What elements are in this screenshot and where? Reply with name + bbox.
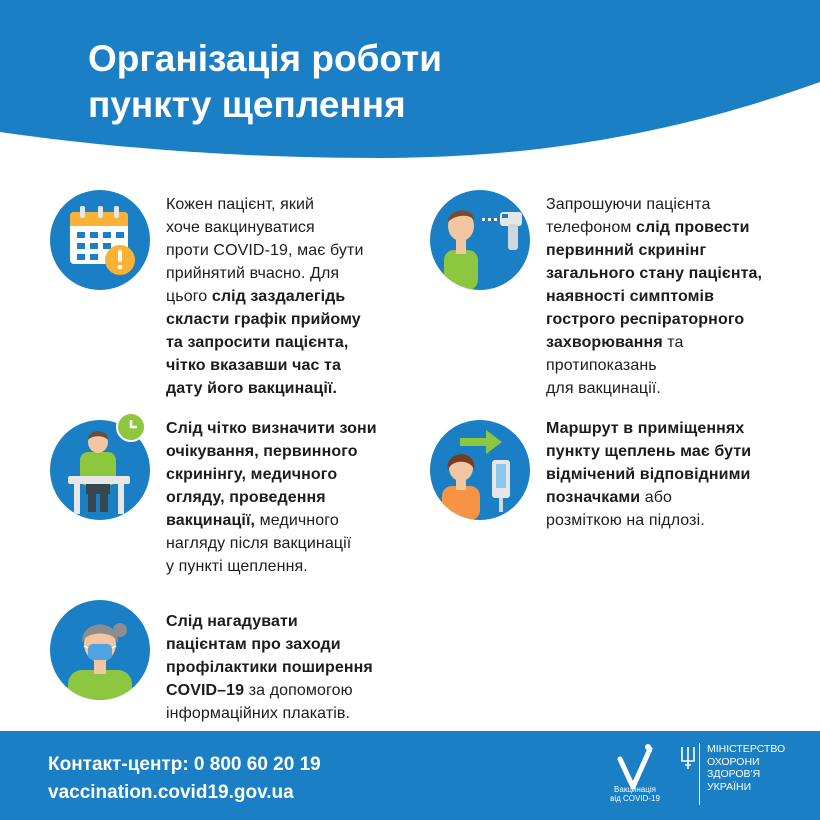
contact-block (48, 751, 321, 807)
ministry-logo-text (707, 743, 785, 793)
bold-segment: Слід чітко визначити зони (166, 420, 377, 437)
website-link[interactable]: vaccination.covid19.gov.ua (48, 782, 294, 803)
bold-segment: слід провести (636, 219, 750, 236)
bold-segment: слід заздалегідь (211, 288, 346, 305)
title-line-1: Організація роботи (88, 38, 442, 79)
ministry-line-3: ЗДОРОВ'Я (707, 768, 761, 780)
text-line (546, 417, 751, 440)
bold-segment: Слід нагадувати (166, 613, 298, 630)
text-line (166, 463, 377, 486)
text-line (546, 285, 762, 308)
text-line (166, 193, 364, 216)
text-line (166, 417, 377, 440)
bold-segment: огляду, проведення (166, 489, 326, 506)
trident-icon (680, 745, 696, 771)
text-segment: або (640, 489, 673, 506)
text-line (166, 532, 377, 555)
title-line-2: пункту щеплення (88, 84, 406, 125)
clock-icon (116, 412, 146, 442)
item-2-text (546, 193, 762, 400)
bold-segment: профілактики поширення (166, 659, 373, 676)
route-arrow-icon (430, 420, 530, 520)
bold-segment: очікування, первинного (166, 443, 358, 460)
text-line (166, 509, 377, 532)
text-line (166, 262, 364, 285)
text-line (546, 193, 762, 216)
logo-divider (699, 743, 700, 805)
text-line (166, 486, 377, 509)
text-segment: та (662, 334, 684, 351)
footer-bar (0, 731, 820, 820)
text-line (546, 486, 751, 509)
text-segment: телефоном (546, 219, 636, 236)
bold-segment: вакцинації, (166, 512, 256, 529)
bold-segment: пацієнтам про заходи (166, 636, 341, 653)
text-line (546, 440, 751, 463)
contact-phone: Контакт-центр: 0 800 60 20 19 (48, 754, 321, 775)
bold-segment: відмічений відповідними (546, 466, 751, 483)
bold-segment: скласти графік прийому (166, 311, 361, 328)
text-line (166, 555, 377, 578)
text-line (546, 262, 762, 285)
bold-segment: та запросити пацієнта, (166, 334, 349, 351)
vacc-logo-line-1: Вакцинація (614, 785, 656, 794)
bold-segment: захворювання (546, 334, 663, 351)
text-line (546, 308, 762, 331)
text-line (546, 509, 751, 532)
text-line (166, 285, 364, 308)
text-segment: за допомогою (244, 682, 353, 699)
text-segment: інформаційних плакатів. (166, 705, 351, 722)
bold-segment: наявності симптомів (546, 288, 715, 305)
text-segment: протипоказань (546, 357, 657, 374)
text-line (166, 239, 364, 262)
vaccination-logo-caption (588, 785, 682, 803)
text-line (166, 679, 373, 702)
text-line (546, 377, 762, 400)
bold-segment: первинний скринінг (546, 242, 707, 259)
text-line (166, 331, 364, 354)
text-line (546, 463, 751, 486)
bold-segment: скринінгу, медичного (166, 466, 338, 483)
text-line (166, 702, 373, 725)
vacc-logo-line-2: від COVID-19 (610, 794, 660, 803)
text-segment: нагляду після вакцинації (166, 535, 352, 552)
bold-segment: COVID–19 (166, 682, 245, 699)
header-banner (0, 0, 820, 180)
ministry-line-2: ОХОРОНИ (707, 755, 760, 768)
page-title (88, 36, 442, 128)
text-segment: Кожен пацієнт, який (166, 196, 315, 213)
item-5-text (166, 610, 373, 725)
text-line (166, 216, 364, 239)
item-3-text (166, 417, 377, 578)
ministry-line-4: УКРАЇНИ (707, 780, 752, 793)
text-line (166, 377, 364, 400)
calendar-warning-icon (50, 190, 150, 290)
bold-segment: позначками (546, 489, 641, 506)
text-segment: розміткою на підлозі. (546, 512, 705, 529)
text-line (166, 633, 373, 656)
text-line (166, 610, 373, 633)
text-line (546, 216, 762, 239)
masked-person-icon (50, 600, 150, 700)
text-line (546, 354, 762, 377)
bold-segment: гострого респіраторного (546, 311, 745, 328)
text-segment: медичного (255, 512, 339, 529)
text-segment: для вакцинації. (546, 380, 661, 397)
text-segment: у пункті щеплення. (166, 558, 308, 575)
text-line (546, 331, 762, 354)
bold-segment: дату його вакцинації. (166, 380, 338, 397)
text-line (166, 354, 364, 377)
item-4-text (546, 417, 751, 532)
text-line (166, 440, 377, 463)
vaccination-logo-icon (600, 739, 670, 817)
thermometer-screening-icon (430, 190, 530, 290)
text-segment: прийнятий вчасно. Для (166, 265, 340, 282)
text-line (166, 656, 373, 679)
text-segment: хоче вакцинуватися (166, 219, 315, 236)
text-segment: проти COVID-19, має бути (166, 242, 364, 259)
item-1-text (166, 193, 364, 400)
text-line (166, 308, 364, 331)
ministry-line-1: МІНІСТЕРСТВО (707, 743, 786, 755)
text-segment: цього (166, 288, 212, 305)
bold-segment: чітко вказавши час та (166, 357, 341, 374)
bold-segment: Маршрут в приміщеннях (546, 420, 745, 437)
text-line (546, 239, 762, 262)
bold-segment: загального стану пацієнта, (546, 265, 763, 282)
text-segment: Запрошуючи пацієнта (546, 196, 711, 213)
bold-segment: пункту щеплень має бути (546, 443, 752, 460)
